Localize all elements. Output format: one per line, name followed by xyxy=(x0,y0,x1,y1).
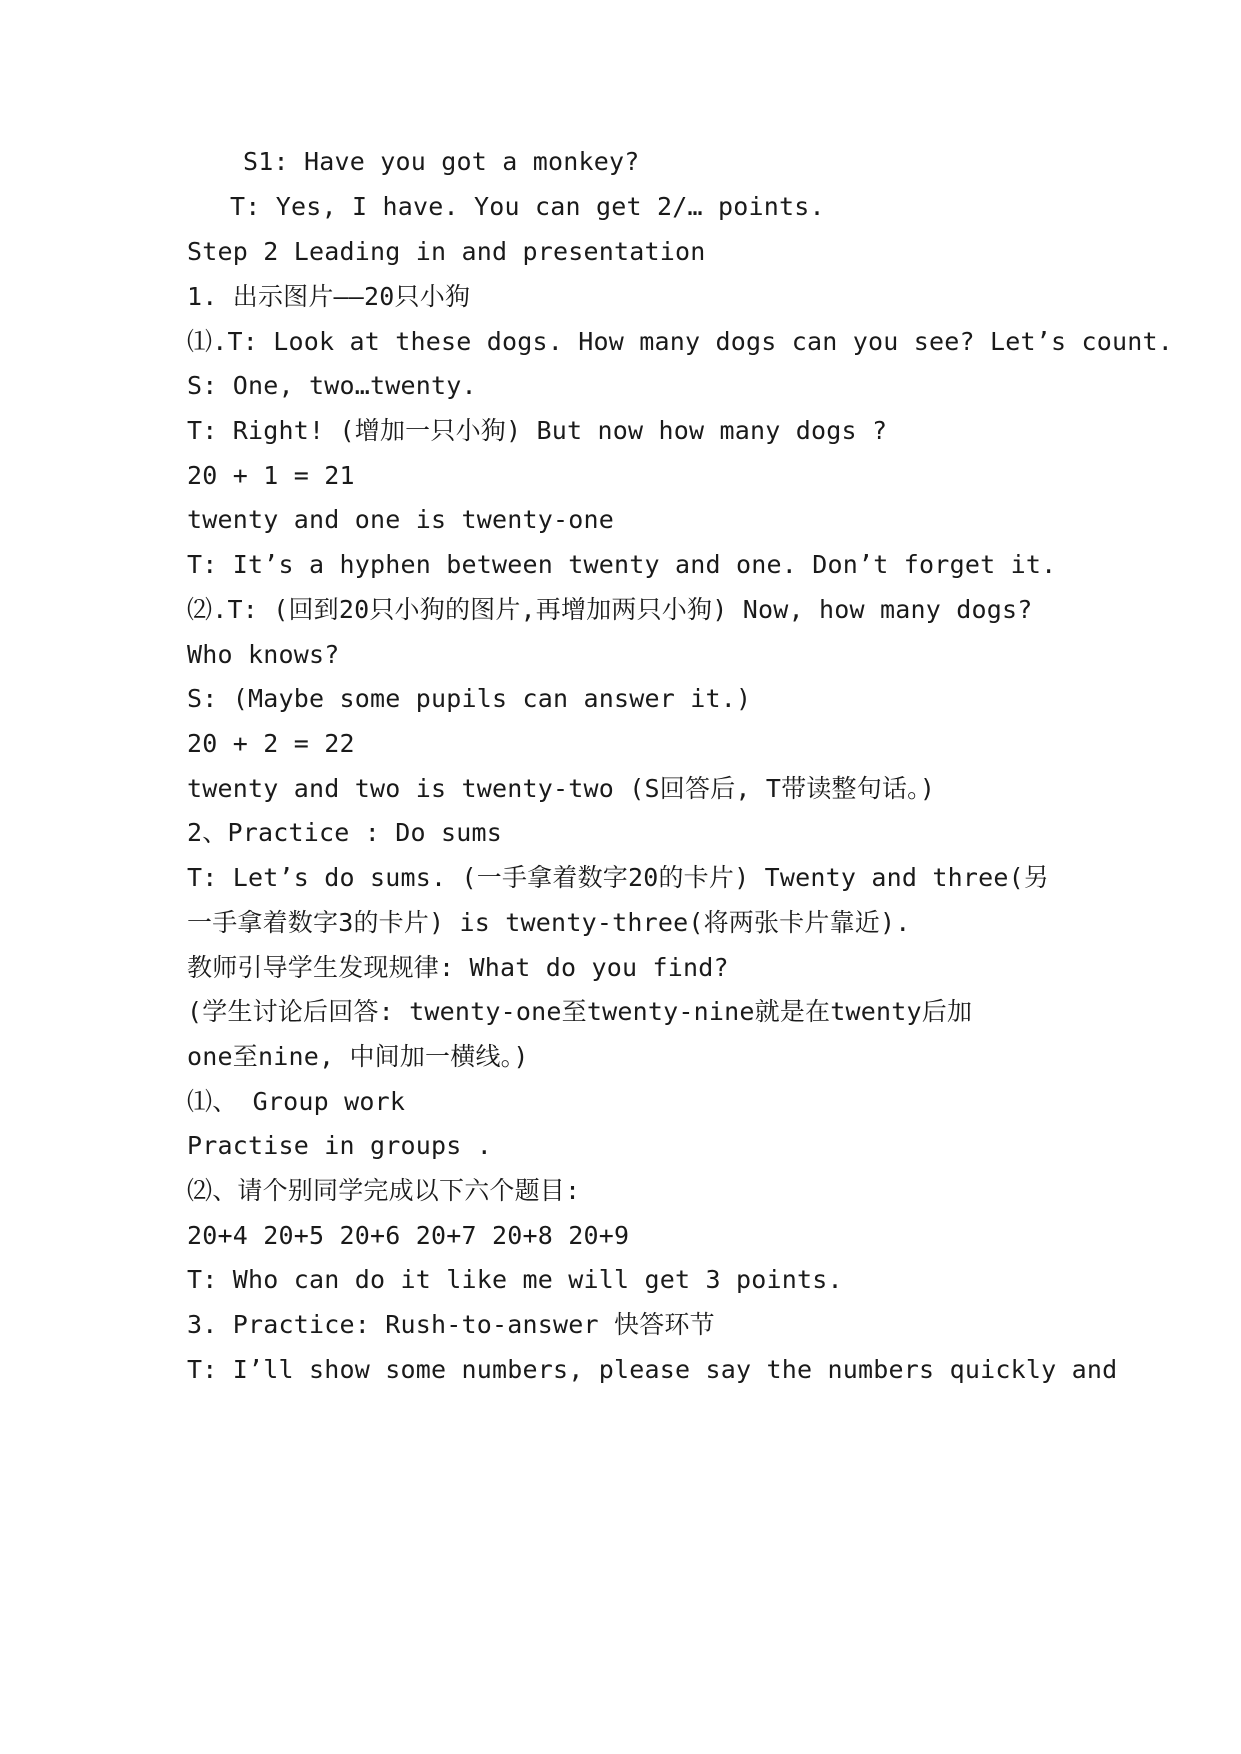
text-line: T: Who can do it like me will get 3 points. xyxy=(187,1265,843,1294)
text-line: ⑴.T: Look at these dogs. How many dogs can you see? Let’s count. xyxy=(187,327,1174,356)
text-line: Practise in groups . xyxy=(187,1131,493,1160)
text-line: S: (Maybe some pupils can answer it.) xyxy=(187,684,752,713)
section-heading-3: 3. Practice: Rush-to-answer 快答环节 xyxy=(187,1310,715,1339)
equation-line: 20 + 2 = 22 xyxy=(187,729,355,758)
text-line: (学生讨论后回答: twenty-one至twenty-nine就是在twenty后加 xyxy=(187,997,973,1026)
subsection-heading: ⑴、 Group work xyxy=(187,1087,406,1116)
text-line: twenty and one is twenty-one xyxy=(187,505,615,534)
text-line: 教师引导学生发现规律: What do you find? xyxy=(187,953,729,982)
step-heading: Step 2 Leading in and presentation xyxy=(187,237,706,266)
text-line: one至nine, 中间加一横线。) xyxy=(187,1042,529,1071)
text-line: 一手拿着数字3的卡片) is twenty-three(将两张卡片靠近). xyxy=(187,908,911,937)
text-line: ⑵.T: (回到20只小狗的图片,再增加两只小狗) Now, how many dogs? xyxy=(187,595,1033,624)
dialogue-line-s1: S1: Have you got a monkey? xyxy=(243,147,640,176)
subsection-heading: ⑵、请个别同学完成以下六个题目: xyxy=(187,1176,581,1205)
text-line: T: Right! (增加一只小狗) But now how many dogs ? xyxy=(187,416,888,445)
text-line: T: Let’s do sums. (一手拿着数字20的卡片) Twenty and three(另 xyxy=(187,863,1050,892)
text-line: Who knows? xyxy=(187,640,340,669)
equation-line: 20+4 20+5 20+6 20+7 20+8 20+9 xyxy=(187,1221,630,1250)
dialogue-line-teacher: T: Yes, I have. You can get 2/… points. xyxy=(230,192,825,221)
text-line: twenty and two is twenty-two (S回答后, T带读整句话。) xyxy=(187,774,936,803)
equation-line: 20 + 1 = 21 xyxy=(187,461,355,490)
section-heading-2: 2、Practice : Do sums xyxy=(187,818,502,847)
section-heading-1: 1. 出示图片——20只小狗 xyxy=(187,282,471,311)
text-line: T: I’ll show some numbers, please say the numbers quickly and xyxy=(187,1355,1118,1384)
text-line: T: It’s a hyphen between twenty and one. Don’t forget it. xyxy=(187,550,1057,579)
text-line: S: One, two…twenty. xyxy=(187,371,477,400)
